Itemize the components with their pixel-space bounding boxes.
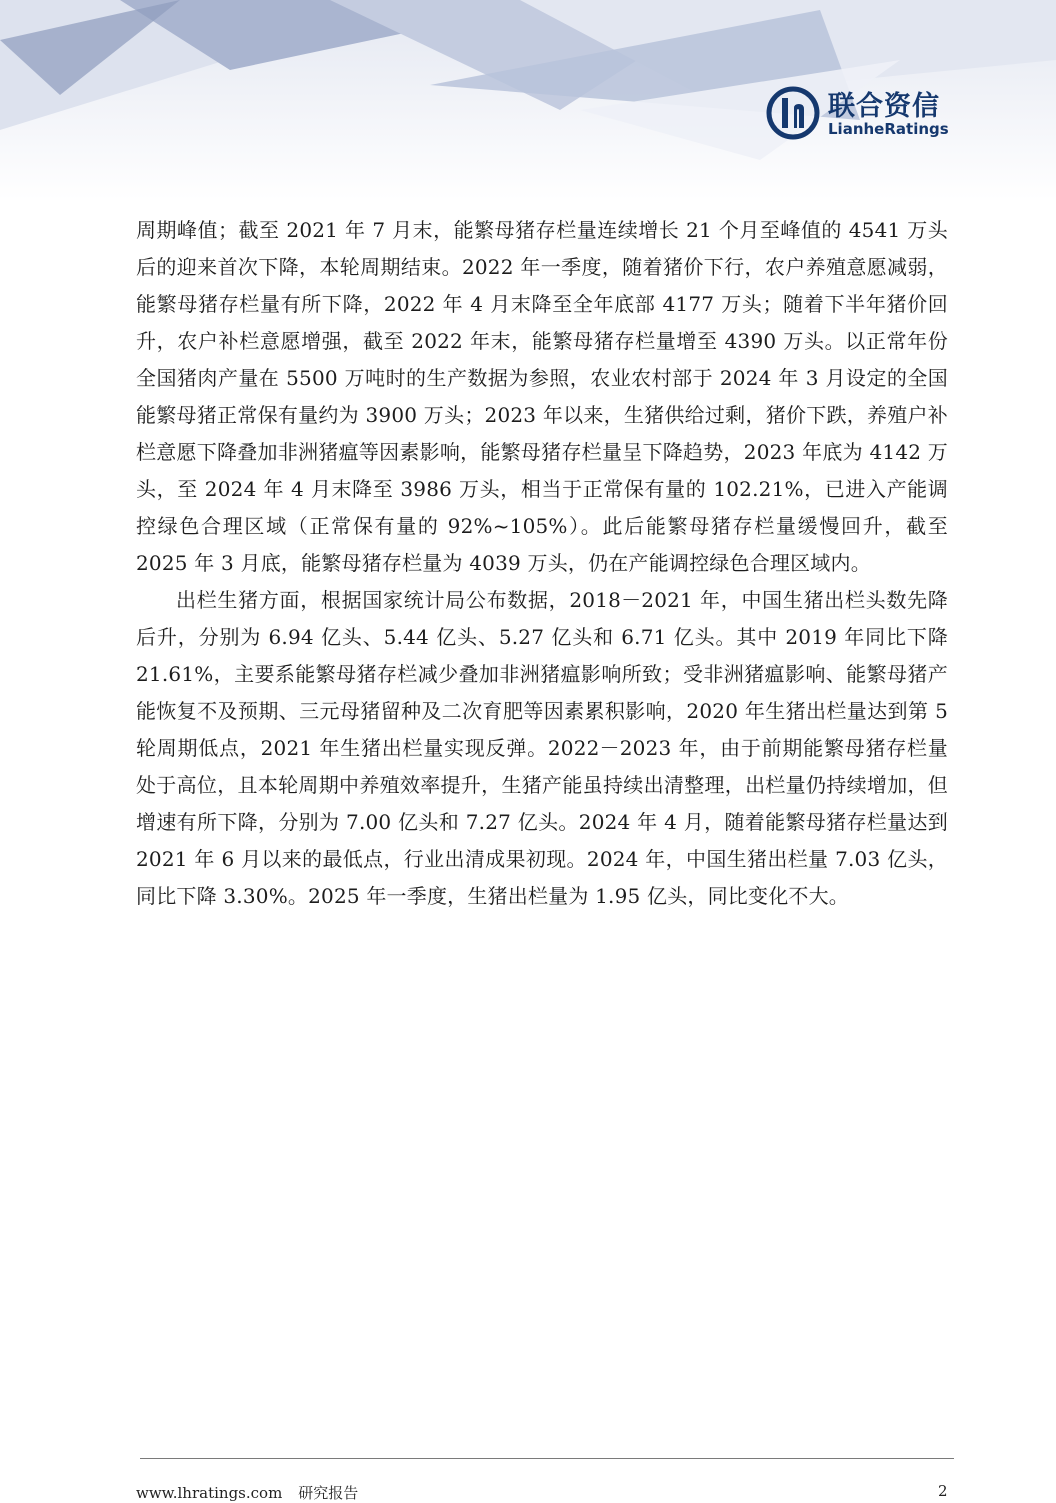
footer-website: www.lhratings.com (136, 1484, 283, 1502)
company-logo (766, 84, 966, 144)
logo-english-name: LianheRatings (828, 120, 949, 138)
footer-info (136, 1482, 358, 1503)
logo-chinese-name: 联合资信 (828, 91, 940, 122)
page-number: 2 (938, 1482, 948, 1500)
lianhe-lh-logo-icon (766, 86, 820, 140)
paragraph-hog-slaughter: 出栏生猪方面，根据国家统计局公布数据，2018－2021 年，中国生猪出栏头数先降后升，分别为 6.94 亿头、5.44 亿头、5.27 亿头和 6.71 亿头。其中 2019 年同比下降 21.61%，主要系能繁母猪存栏减少叠加非洲猪瘟影响所致；受非洲猪瘟影响、能繁母猪产能恢复不及预期、三元母猪留种及二次育肥等因素累积影响，2020 年生猪出栏量达到第 5 轮周期低点，2021 年生猪出栏量实现反弹。2022－2023 年，由于前期能繁母猪存栏量处于高位，且本轮周期中养殖效率提升，生猪产能虽持续出清整理，出栏量仍持续增加，但增速有所下降，分别为 7.00 亿头和 7.27 亿头。2024 年 4 月，随着能繁母猪存栏量达到 2021 年 6 月以来的最低点，行业出清成果初现。2024 年，中国生猪出栏量 7.03 亿头，同比下降 3.30%。2025 年一季度，生猪出栏量为 1.95 亿头，同比变化不大。 (136, 588, 948, 908)
report-body (136, 212, 948, 915)
footer-doc-type: 研究报告 (298, 1484, 359, 1502)
paragraph-sow-inventory: 周期峰值；截至 2021 年 7 月末，能繁母猪存栏量连续增长 21 个月至峰值的 4541 万头后的迎来首次下降，本轮周期结束。2022 年一季度，随着猪价下行，农户养殖意愿减弱，能繁母猪存栏量有所下降，2022 年 4 月末降至全年底部 4177 万头；随着下半年猪价回升，农户补栏意愿增强，截至 2022 年末，能繁母猪存栏量增至 4390 万头。以正常年份全国猪肉产量在 5500 万吨时的生产数据为参照，农业农村部于 2024 年 3 月设定的全国能繁母猪正常保有量约为 3900 万头；2023 年以来，生猪供给过剩，猪价下跌，养殖户补栏意愿下降叠加非洲猪瘟等因素影响，能繁母猪存栏量呈下降趋势，2023 年底为 4142 万头，至 2024 年 4 月末降至 3986 万头，相当于正常保有量的 102.21%，已进入产能调控绿色合理区域（正常保有量的 92%~105%）。此后能繁母猪存栏量缓慢回升，截至 2025 年 3 月底，能繁母猪存栏量为 4039 万头，仍在产能调控绿色合理区域内。 (136, 218, 948, 575)
footer-divider (140, 1458, 954, 1459)
